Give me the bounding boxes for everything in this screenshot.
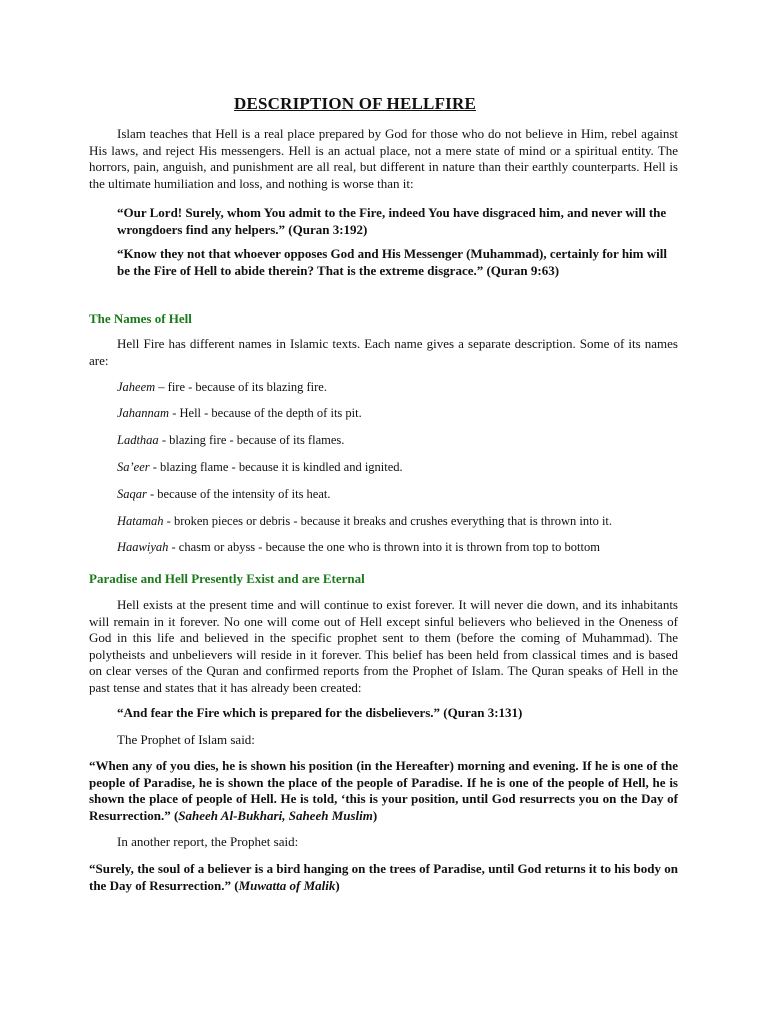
hell-name: Jaheem — [117, 380, 156, 394]
hadith-source: Saheeh Al-Bukhari, Saheeh Muslim — [178, 807, 373, 823]
hell-name: Hatamah — [117, 514, 164, 528]
list-item — [117, 487, 331, 502]
hell-name: Haawiyah — [117, 540, 169, 554]
another-report-text: In another report, the Prophet said: — [117, 834, 299, 849]
hadith-source: Muwatta of Malik — [238, 877, 336, 893]
hadith-text: “When any of you dies, he is shown his position (in the Hereafter) morning and evening. If he is one of the people of Paradise, he is shown the place of the people of Paradise. If he is one of the people of Hell, he is shown the place of people of Hell. He is told, ‘this is your position, until God resurrects you on the Day of Resurrection.” ( — [89, 758, 678, 823]
hell-name-description: - Hell - because of the depth of its pit. — [169, 406, 362, 420]
intro-paragraph: Islam teaches that Hell is a real place prepared by God for those who do not believe in Him, rebel against His laws, and reject His messengers. Hell is an actual place, not a mere state of mind or a spiritual entity. The horrors, pain, anguish, and punishment are all real, but different in nature than their earthly counterparts. Hell is the ultimate humiliation and loss, and nothing is worse than it: — [89, 126, 678, 191]
list-item — [117, 460, 403, 475]
hell-name-description: - blazing fire - because of its flames. — [158, 433, 345, 447]
list-item — [117, 406, 362, 421]
hadith-muwatta — [89, 861, 678, 894]
list-item — [117, 540, 600, 555]
hell-name-description: – fire - because of its blazing fire. — [155, 380, 327, 394]
hell-name-description: - because of the intensity of its heat. — [146, 487, 331, 501]
hell-name-description: - blazing flame - because it is kindled and ignited. — [149, 460, 403, 474]
quote-quran-3-192: “Our Lord! Surely, whom You admit to the Fire, indeed You have disgraced him, and never will the wrongdoers find any helpers.” (Quran 3:192) — [117, 205, 667, 237]
list-item — [117, 433, 344, 448]
hadith-text: “Surely, the soul of a believer is a bird hanging on the trees of Paradise, until God returns it to his body on the Day of Resurrection.” ( — [89, 861, 678, 893]
quote-quran-3-131: “And fear the Fire which is prepared for the disbelievers.” (Quran 3:131) — [117, 705, 523, 720]
hadith-close: ) — [335, 877, 340, 893]
prophet-said-text: The Prophet of Islam said: — [117, 732, 255, 747]
hell-name: Saqar — [117, 487, 147, 501]
hadith-bukhari-muslim — [89, 758, 678, 824]
page-title: DESCRIPTION OF HELLFIRE — [233, 94, 476, 113]
quote-quran-9-63: “Know they not that whoever opposes God and His Messenger (Muhammad), certainly for him will be the Fire of Hell to abide therein? That is the extreme disgrace.” (Quran 9:63) — [117, 246, 667, 278]
hadith-close: ) — [372, 807, 378, 823]
section-heading-paradise-and-hell: Paradise and Hell Presently Exist and are Eternal — [89, 571, 365, 586]
hell-name: Sa’eer — [117, 460, 150, 474]
hell-name: Ladthaa — [117, 433, 159, 447]
list-item — [117, 380, 327, 395]
paradise-hell-paragraph: Hell exists at the present time and will continue to exist forever. It will never die down, and its inhabitants will remain in it forever. No one will come out of Hell except sinful believers who believed in the Oneness of God in this life and believed in the specific prophet sent to them (before the coming of Muhammad). The polytheists and unbelievers will reside in it forever. This belief has been held from classical times and is based on clear verses of the Quran and confirmed reports from the Prophet of Islam. The Quran speaks of Hell in the past tense and states that it has already been created: — [89, 597, 678, 695]
hell-name-description: - chasm or abyss - because the one who is thrown into it is thrown from top to bottom — [168, 540, 600, 554]
names-intro-paragraph: Hell Fire has different names in Islamic texts. Each name gives a separate description. Some of its names are: — [89, 336, 678, 368]
hell-name-description: - broken pieces or debris - because it breaks and crushes everything that is thrown into it. — [163, 514, 613, 528]
hell-name: Jahannam — [117, 406, 170, 420]
section-heading-names-of-hell: The Names of Hell — [89, 311, 192, 326]
list-item — [117, 514, 612, 529]
